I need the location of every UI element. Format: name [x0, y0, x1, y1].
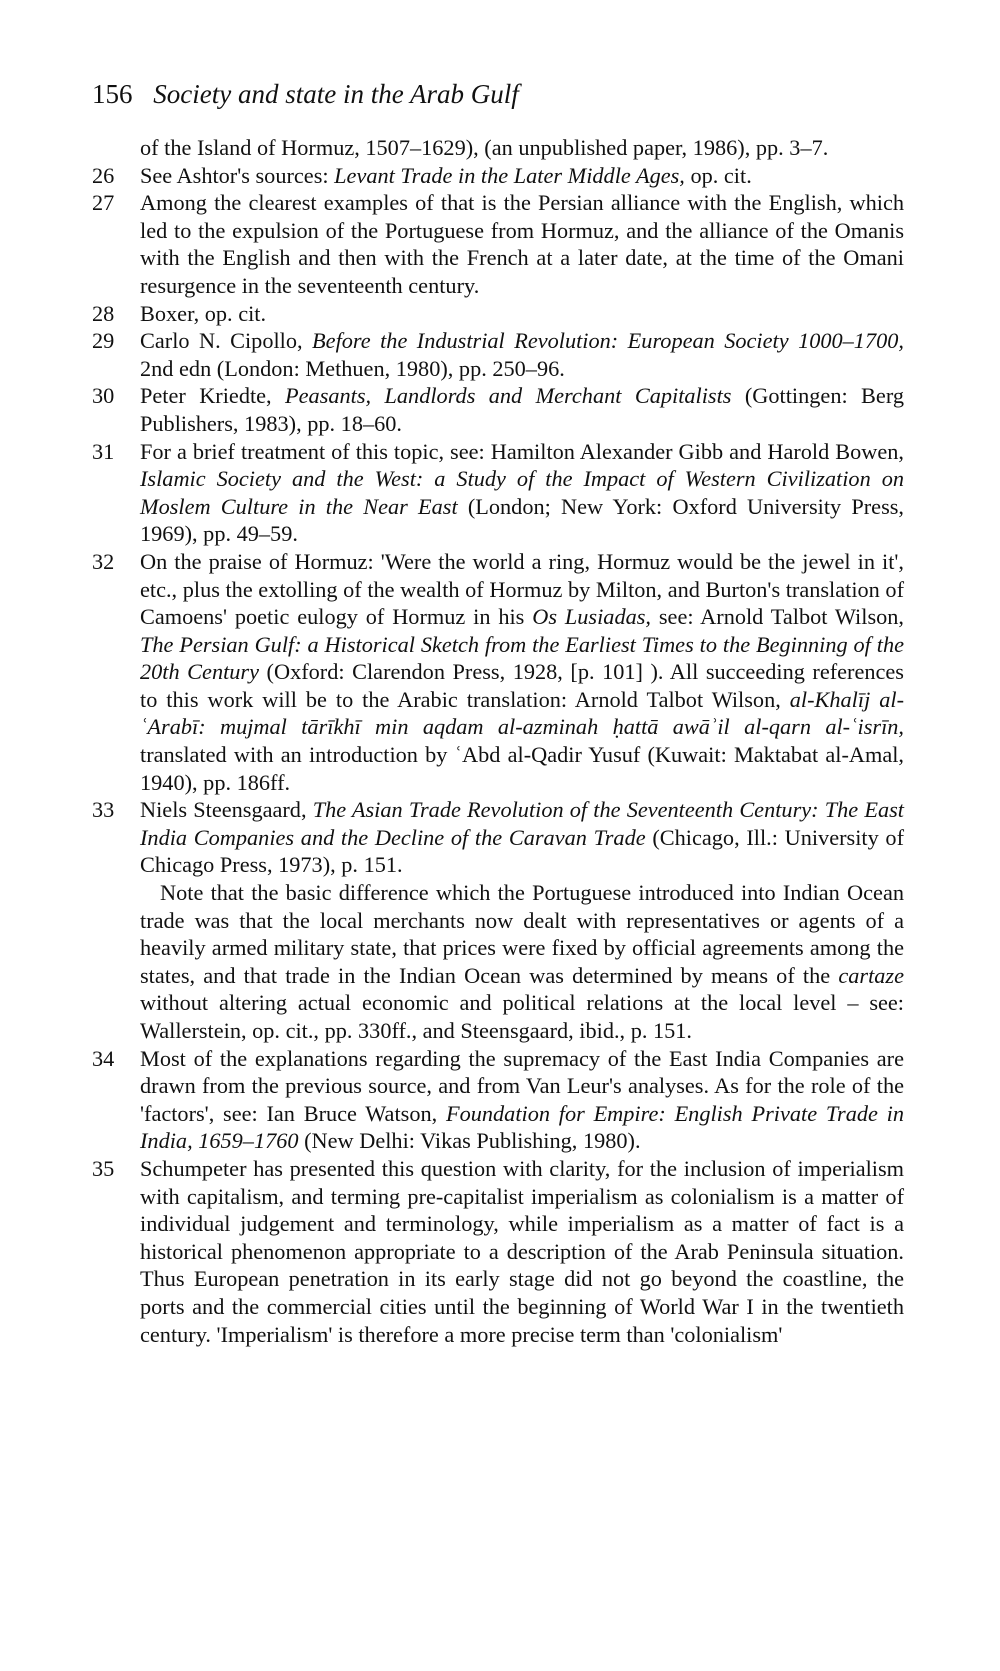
cited-title: Before the Industrial Revolution: European Society 1000–1700, — [312, 328, 904, 354]
note-number: 31 — [92, 438, 115, 464]
note-27 — [92, 189, 904, 299]
note-text: See Ashtor's sources: Levant Trade in the Later Middle Ages, op. cit. — [140, 162, 752, 188]
note-text: Among the clearest examples of that is the Persian alliance with the English, which led to the expulsion of the Portuguese from Hormuz, and the alliance of the Omanis with the English and then with the French at a later date, at the time of the Omani resurgence in the seventeenth century. — [140, 190, 904, 298]
note-number: 32 — [92, 548, 115, 574]
cited-title: Peasants, Landlords and Merchant Capitalists — [285, 383, 732, 409]
cited-title: Foundation for Empire: English Private Trade in India, 1659–1760 — [140, 1100, 904, 1154]
note-text: On the praise of Hormuz: 'Were the world a ring, Hormuz would be the jewel in it', etc., plus the extolling of the wealth of Hormuz by Milton, and Burton's translation of Camoens' poetic eulogy of Hormuz in his Os Lusiadas, see: Arnold Talbot Wilson, The Persian Gulf: a Historical Sketch from the Earliest Times to the Beginning of the 20th Century (Oxford: Clarendon Press, 1928, [p. 101] ). All succeeding references to this work will be to the Arabic translation: Arnold Talbot Wilson, al-Khalīj al-ʿArabī: mujmal tārīkhī min aqdam al-azminah ḥattā awāʾil al-qarn al-ʿisrīn, translated with an introduction by ʿAbd al-Qadir Yusuf (Kuwait: Maktabat al-Amal, 1940), pp. 186ff. — [140, 548, 904, 795]
note-text: Boxer, op. cit. — [140, 300, 267, 326]
note-text: Niels Steensgaard, The Asian Trade Revolution of the Seventeenth Century: The East India Companies and the Decline of the Caravan Trade (Chicago, Ill.: University of Chicago Press, 1973), p. 151. — [140, 797, 905, 878]
cited-title: Islamic Society and the West: a Study of the Impact of Western Civilization on Moslem Culture in the Near East — [140, 466, 904, 519]
note-number: 29 — [92, 328, 115, 354]
note-text: Schumpeter has presented this question with clarity, for the inclusion of imperialism with capitalism, and terming pre-capitalist imperialism as colonialism is a matter of individual judgement and terminology, while imperialism as a matter of fact is a historical phenomenon appropriate to a description of the Arab Peninsula situation. Thus European penetration in its early stage did not go beyond the coastline, the ports and the commercial cities until the beginning of World War I in the twentieth century. 'Imperialism' is therefore a more precise term than 'colonialism' — [140, 1155, 904, 1347]
note-33 — [92, 796, 904, 1044]
italic-term: cartaze — [838, 962, 904, 988]
note-number: 30 — [92, 383, 115, 409]
note-28 — [92, 300, 904, 328]
running-title: Society and state in the Arab Gulf — [153, 79, 519, 109]
note-number: 33 — [92, 797, 115, 823]
note-32 — [92, 548, 904, 796]
cited-title: The Asian Trade Revolution of the Seventeenth Century: The East India Companies and the Decline of the Caravan Trade — [140, 797, 904, 850]
note-number: 28 — [92, 300, 115, 326]
note-paragraph: Note that the basic difference which the Portuguese introduced into Indian Ocean trade was that the local merchants now dealt with representatives or agents of a heavily armed military state, that prices were fixed by official agreements among the states, and that trade in the Indian Ocean was determined by means of the cartaze without altering actual economic and political relations at the local level – see: Wallerstein, op. cit., pp. 330ff., and Steensgaard, ibid., p. 151. — [140, 880, 904, 1043]
cited-title: The Persian Gulf: a Historical Sketch from the Earliest Times to the Beginning of the 20th Century — [140, 631, 904, 685]
note-text: Carlo N. Cipollo, Before the Industrial Revolution: European Society 1000–1700, 2nd edn (London: Methuen, 1980), pp. 250–96. — [140, 328, 904, 381]
note-29 — [92, 327, 904, 382]
cited-title: al-Khalīj al-ʿArabī: mujmal tārīkhī min aqdam al-azminah ḥattā awāʾil al-qarn al-ʿisrīn, — [140, 686, 904, 740]
note-34 — [92, 1045, 904, 1155]
note-number: 26 — [92, 162, 115, 188]
cited-title: Levant Trade in the Later Middle Ages, — [334, 162, 685, 188]
note-text: of the Island of Hormuz, 1507–1629), (an unpublished paper, 1986), pp. 3–7. — [140, 135, 829, 160]
running-head — [92, 78, 519, 110]
note-number: 34 — [92, 1045, 115, 1071]
page-number: 156 — [92, 79, 133, 109]
note-text: Peter Kriedte, Peasants, Landlords and Merchant Capitalists (Gottingen: Berg Publishers, 1983), pp. 18–60. — [140, 383, 904, 436]
note-text: Most of the explanations regarding the supremacy of the East India Companies are drawn from the previous source, and from Van Leur's analyses. As for the role of the 'factors', see: Ian Bruce Watson, Foundation for Empire: English Private Trade in India, 1659–1760 (New Delhi: Vikas Publishing, 1980). — [140, 1045, 904, 1154]
note-31 — [92, 438, 904, 548]
note-number: 35 — [92, 1155, 115, 1181]
note-25-continued — [92, 134, 904, 162]
cited-title: Os Lusiadas, — [532, 604, 651, 630]
note-30 — [92, 382, 904, 437]
endnotes — [92, 134, 904, 1348]
note-26 — [92, 162, 904, 190]
note-35 — [92, 1155, 904, 1348]
note-number: 27 — [92, 190, 115, 216]
note-text: For a brief treatment of this topic, see: Hamilton Alexander Gibb and Harold Bowen, Islamic Society and the West: a Study of the Impact of Western Civilization on Moslem Culture in the Near East (London; New York: Oxford University Press, 1969), pp. 49–59. — [140, 438, 904, 547]
